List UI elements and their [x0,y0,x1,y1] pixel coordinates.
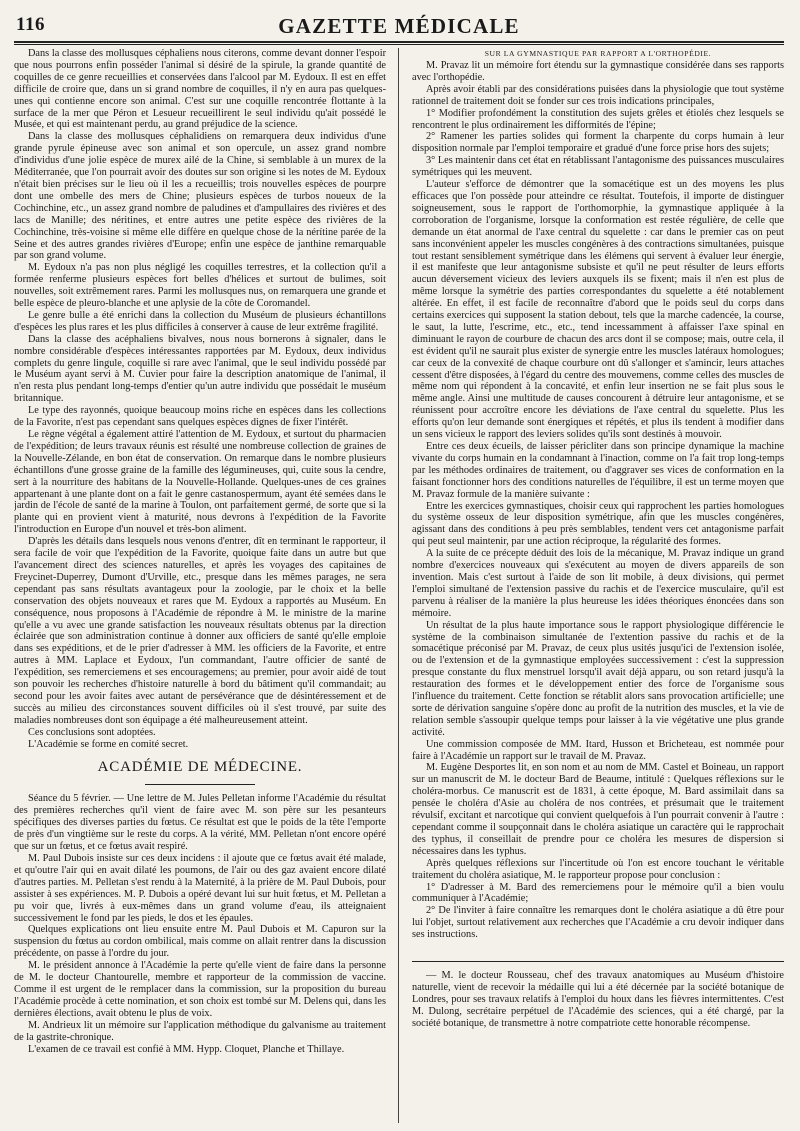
paragraph: Dans la classe des mollusques céphaliens nous citerons, comme devant donner l'espoir que nous pourrons enfin posséder l'animal si désiré de la spirule, la grande quantité de coquilles de ce genre recueillies et conservées dans l'alcool par M. Eydoux. Il est en effet difficile de croire que, dans un si grand nombre de coquilles, il n'y en aura pas quelques-unes qui contienne encore son animal. C'est sur une coquille rencontrée flottante à la surface de la mer que Péron et Lesueur recueillirent le seul individu qu'ait possédé le Musée, et qui est maintenant perdu, au grand préjudice de la science. [14,48,386,131]
paragraph: 3° Les maintenir dans cet état en rétablissant l'antagonisme des puissances musculaires symétriques qui les meuvent. [412,155,784,179]
paragraph: M. Eugène Desportes lit, en son nom et au nom de MM. Castel et Boineau, un rapport sur un manuscrit de M. le docteur Bard de Beaume, intitulé : Quelques réflexions sur le choléra-morbus. Ce manuscrit est de 1831, à cette époque, M. Bard assimilait dans sa pensée le choléra d'Asie au choléra de nos contrées, et présumait que le traitement révulsif, excitant et narcotique qui convient quelquefois à l'un pourrait convenir à l'autre : cependant comme il soupçonnait dans le choléra asiatique un caractère qui le rapprochait des typhus, il conseillait de prendre pour ce choléra les mesures de dispersion si nécessaires dans les typhus. [412,762,784,857]
columns [14,48,784,1123]
header-rule-thin [14,44,784,45]
paragraph: L'examen de ce travail est confié à MM. Hypp. Cloquet, Planche et Thillaye. [28,1043,345,1055]
journal-title: GAZETTE MÉDICALE [278,14,520,38]
separator-rule [412,961,784,962]
paragraph: Le type des rayonnés, quoique beaucoup moins riche en espèces dans les collections de la Favorite, n'est pas cependant sans quelques espèces dignes de fixer l'intérêt. [14,405,386,429]
paragraph: Entre ces deux écueils, de laisser péricliter dans son principe dynamique la machine vivante du corps humain en la condamnant à l'inaction, comme on l'a fait trop long-temps par les méthodes ordinaires de traitement, ou d'aggraver ses vices de conformation en la faisant fonctionner hors des conditions naturelles de l'équilibre, il est un terme moyen que M. Pravaz formule de la manière suivante : [412,441,784,500]
paragraph: 1° D'adresser à M. Bard des remerciemens pour le mémoire qu'il a bien voulu communiquer à l'Académie; [412,881,784,905]
right-column [412,48,784,1123]
paragraph: 1° Modifier profondément la constitution des sujets grêles et étiolés chez lesquels se rencontrent le plus ordinairement les difformités de l'épine; [412,107,784,131]
paragraph: 2° Ramener les parties solides qui forment la charpente du corps humain à leur disposition normale par l'emploi temporaire et gradué d'une force prise hors des sujets; [412,131,784,155]
section-rule [145,784,255,785]
paragraph: M. Paul Dubois insiste sur ces deux incidens : il ajoute que ce fœtus avait été malade, et qu'outre l'air qui en avait dilaté les poumons, de l'air ou des gaz avaient encore dilaté d'autres parties. M. Pelletan s'est rendu à la Maternité, à la prière de M. Paul Dubois, pour assister à ses expériences. M. P. Dubois a opéré devant lui sur huit fœtus, et M. Pelletan a pu voir que, livrés à eux-mêmes dans un grand volume d'eau, ils atteignaient successivement le fond par les pieds, le dos et les épaules. [14,853,386,924]
section-title: ACADÉMIE DE MÉDECINE. [97,759,303,776]
paragraph: Le genre bulle a été enrichi dans la collection du Muséum de plusieurs échantillons d'espèces les plus rares et les plus difficiles à conserver à cause de leur extrême fragilité. [14,309,386,333]
paragraph: M. Eydoux n'a pas non plus négligé les coquilles terrestres, et la collection qu'il a formée renferme plusieurs espèces fort belles d'hélices et surtout de bulimes, soit nouvelles, soit extrêmement rares. Parmi les mollusques nus, on remarquera une grande et belle espèce de pleuro-blanche et une aplysie de la côte de Coromandel. [14,262,386,310]
paragraph: Une commission composée de MM. Itard, Husson et Bricheteau, est nommée pour faire à l'Académie un rapport sur le travail de M. Pravaz. [412,738,784,762]
paragraph: A la suite de ce précepte déduit des lois de la mécanique, M. Pravaz indique un grand nombre d'exercices nouveaux qui s'exécutent au moyen de divers appareils de son invention. Mais c'est surtout à l'aide de son lit mobile, à deux divisions, qui permet l'emploi simultané de l'extension passive du rachis et de l'exercice musculaire, qu'il est parvenu à réaliser de la manière la plus heureuse les idées théoriques énoncées dans son mémoire. [412,548,784,619]
paragraph: 2° De l'inviter à faire connaître les remarques dont le choléra asiatique a dû être pour lui l'objet, surtout relativement aux recherches que l'Académie a cru devoir indiquer dans ses instructions. [412,905,784,941]
paragraph: Le règne végétal a également attiré l'attention de M. Eydoux, et surtout du pharmacien de l'expédition; de leurs travaux réunis est résulté une nombreuse collection de graines de la Nouvelle-Zélande, en bon état de conservation. On remarque dans le nombre plusieurs échantillons d'une grosse graine de la famille des légumineuses, qui, cuite sous la cendre, sert à la nourriture des habitans de la Nouvelle-Hollande. Quelques-unes de ces graines appartenant à une plante dont on a fait le genre castanospermum, ayant été semées dans le jardin de l'école de santé de la marine à Toulon, ont parfaitement germé, de sorte que si la plante qui en provient vient à maturité, nous devrons à l'expédition de la Favorite l'introduction en Europe d'un nouvel et très-bon aliment. [14,429,386,536]
newspaper-page [14,8,784,1123]
paragraph: L'Académie se forme en comité secret. [28,738,189,750]
paragraph: M. Pravaz lit un mémoire fort étendu sur la gymnastique considérée dans ses rapports avec l'orthopédie. [412,60,784,83]
paragraph: Après avoir établi par des considérations puisées dans la physiologie que tout système rationnel de traitement doit se fonder sur ces trois indications principales, [412,83,784,107]
paragraph: Dans la classe des mollusques céphalidiens on remarquera deux individus d'une grande pyrule épineuse avec son animal et son opercule, un assez grand nombre d'individus d'une jolie espèce de murex ailé de la Chine, si semblable à un murex de la Méditerranée, que l'on pourrait avoir des doutes sur son origine si les notes de M. Eydoux n'était bien précises sur le lieu où il les a recueillis; trois nouvelles espèces de pourpre dont une ombelle des mers de Chine; plusieurs espèces de turbos noueux de la Cochinchine, etc., un assez grand nombre de paludines et d'ampullaires des rivières et des lacs de Manille; des néritines, et entre autres une petite espèce des rivières de la Cochinchine, très-voisine si même elle diffère en quelque chose de la nérítine parée de la Seine et des autres grandes rivières d'Europe; enfin une espèce de janthine remarquable par son grand volume. [14,131,386,262]
paragraph: L'auteur s'efforce de démontrer que la somacétique est un des moyens les plus efficaces que l'on possède pour atteindre ce résultat. Toutefois, il importe de distinguer soigneusement, sous le rapport de l'orthomorphie, la gymnastique appliquée à la corroboration de l'organisme, lorsque la conformation est restée régulière, de celle que demande un état anormal de l'axe central du squelette : car dans le premier cas on peut sans inconvénient appeler les muscles congénères à des contractions simultanées, puisque tout restant sensiblement symétrique dans les élémens qui servent à évaluer leur énergie, il est manifeste que leur antagonisme subsiste et qu'il ne peut résulter de leurs efforts aucun déversement vicieux des leviers auxquels ils se fixent; mais il n'en est plus de même lorsque la symétrie des parties correspondantes du squelette a été notablement altérée. En effet, il est facile de reconnaître d'abord que le poids seul du corps dans certains exercices qui supposent la station debout, tels que la marche cadencée, la course, le saut, la lutte, l'escrime, etc., etc., tend incessamment à affaisser l'axe spinal en diminuant le rayon de courbure de chacun des arcs dont il se compose; mais, outre cela, il est évident qu'il ne saurait plus exister de synergie entre les muscles latéraux homologues; car ceux de la convexité de chaque courbure ont dû s'allonger et s'amincir, leurs attaches cessent d'être disposées, à l'égard du centre des mouvemens, comme celles des muscles de même nom qui répondent à la concavité, et enfin leur insertion ne se fait plus sous le même angle. Ainsi une multitude de causes concourent à détruire leur antagonisme, et se réunissent pour accroître encore les déviations de l'axe central du squelette. Plus les efforts qu'on leur demande sont énergiques et répétés, et plus ils tendent à modifier dans un sens vicieux le rapport des leviers solides qu'ils sont destinés à mouvoir. [412,179,784,441]
page-number: 116 [16,14,45,35]
paragraph: D'après les détails dans lesquels nous venons d'entrer, dît en terminant le rapporteur, il sera facile de voir que l'expédition de la Favorite, quoique faite dans un autre but que l'avancement direct des sciences naturelles, et après les voyages des capitaines de Freycinet-Duperrey, Dumont d'Urville, etc., presque dans les mêmes parages, ne sera cependant pas sans résultats avantageux pour la zoologie, par le choix et la belle conservation des objets nouveaux et rares que M. Eydoux a rapportés au Muséum. En conséquence, nous proposons à l'Académie de répondre à M. le ministre de la marine qu'elle a vu avec une grande satisfaction les nouveaux résultats obtenus par la direction éclairée que son administration continue à donner aux officiers de santé qu'elle emploie dans ses expéditions, et de le prier d'adresser à MM. les officiers de la Favorite, et entre autres à MM. Laplace et Eydoux, l'un commandant, l'autre officier de santé de l'expédition, ses remerciemens et ses encouragemens; au premier, pour avoir aidé de tout son pouvoir les recherches d'histoire naturelle à bord du bâtiment qu'il commandait; au second pour les avoir faites avec autant de persévérance que de désintéressement et de succès au milieu des circonstances souvent difficiles où il s'est trouvé, par suite des maladies nombreuses dont son équipage a été malheureusement atteint. [14,536,386,726]
left-column [14,48,386,1123]
paragraph: Quelques explications ont lieu ensuite entre M. Paul Dubois et M. Capuron sur la suspension du fœtus au cordon ombilical, mais comme on allait rentrer dans la discussion précédente, on passe à l'ordre du jour. [14,924,386,960]
paragraph: Ces conclusions sont adoptées. [28,726,156,738]
paragraph: M. le président annonce à l'Académie la perte qu'elle vient de faire dans la personne de M. le docteur Chantourelle, membre et rapporteur de la commission de vaccine. Comme il est urgent de le remplacer dans la commission, sur la proposition du bureau l'Académie procède à cette nomination, et son choix est tombé sur M. Delens qui, dans les dernières élections, avait obtenu le plus de voix. [14,960,386,1019]
paragraph: Dans la classe des acéphaliens bivalves, nous nous bornerons à signaler, dans le nombre considérable d'espèces intéressantes rapportées par M. Eydoux, deux individus complets du genre lingule, coquille si rare avec l'animal, que le seul individu possédé par le Muséum ayant servi à M. Cuvier pour faire la description anatomique de l'animal, il n'en resta plus pendant long-temps d'entier qu'un autre individu que possédait le muséum britannique. [14,333,386,405]
paragraph: M. Andrieux lit un mémoire sur l'application méthodique du galvanisme au traitement de la gastrite-chronique. [14,1019,386,1043]
paragraph: — M. le docteur Rousseau, chef des travaux anatomiques au Muséum d'histoire naturelle, vient de recevoir la médaille qui lui a été décernée par la société botanique de Londres, pour ses travaux relatifs à l'emploi du houx dans les fièvres intermittentes. C'est M. Dulong, secrétaire perpétuel de l'Académie des sciences, qui a été chargé, par la société botanique, de transmettre à notre compatriote cette honorable récompense. [412,970,784,1029]
running-head: SUR LA GYMNASTIQUE PAR RAPPORT A L'ORTHOPÉDIE. [484,49,712,58]
paragraph: Après quelques réflexions sur l'incertitude où l'on est encore touchant le véritable traitement du choléra asiatique, M. le rapporteur propose pour conclusion : [412,857,784,881]
column-divider [398,48,399,1123]
paragraph: Entre les exercices gymnastiques, choisir ceux qui rapprochent les parties homologues du système osseux de leur disposition symétrique, afin que les muscles congénères, agissant dans des conditions à peu près semblables, tendent vers cet antagonisme parfait qui peut seul maintenir, par une action réciproque, la régularité des formes. [412,500,784,548]
page-header [14,8,784,42]
header-rule [14,41,784,43]
paragraph: Un résultat de la plus haute importance sous le rapport physiologique différencie le système de la combinaison simultanée de l'extention passive du rachis et de la somacétique préconisé par M. Pravaz, de ceux plus usités jusqu'ici de l'extension isolée, ou de l'extension et de la gymnastique employées successivement : c'est la suppression presque constante du flux menstruel lorsqu'il avait déjà apparu, ou son retard jusqu'à la restauration des formes et le développement entier des force de l'organisme sous l'influence du traitement. Cette fonction se rétablit alors sans provocation artificielle; une sorte de dérivation sanguine s'opère donc au profit de la nutrition des muscles, et la vie de relation semble s'assoupir quelque temps pour laisser à la vie végétative une plus grande activité. [412,619,784,738]
paragraph: Séance du 5 février. — Une lettre de M. Jules Pelletan informe l'Académie du résultat des premières recherches qu'il vient de faire avec M. son père sur les pesanteurs spécifiques des diverses parties du fœtus. Ce résultat est que le poids de la tête l'emporte de près d'un vingtième sur le reste du corps. A la vérité, MM. Pelletan n'ont encore opéré que sur un fœtus, et ce fœtus avait respiré. [14,793,386,853]
